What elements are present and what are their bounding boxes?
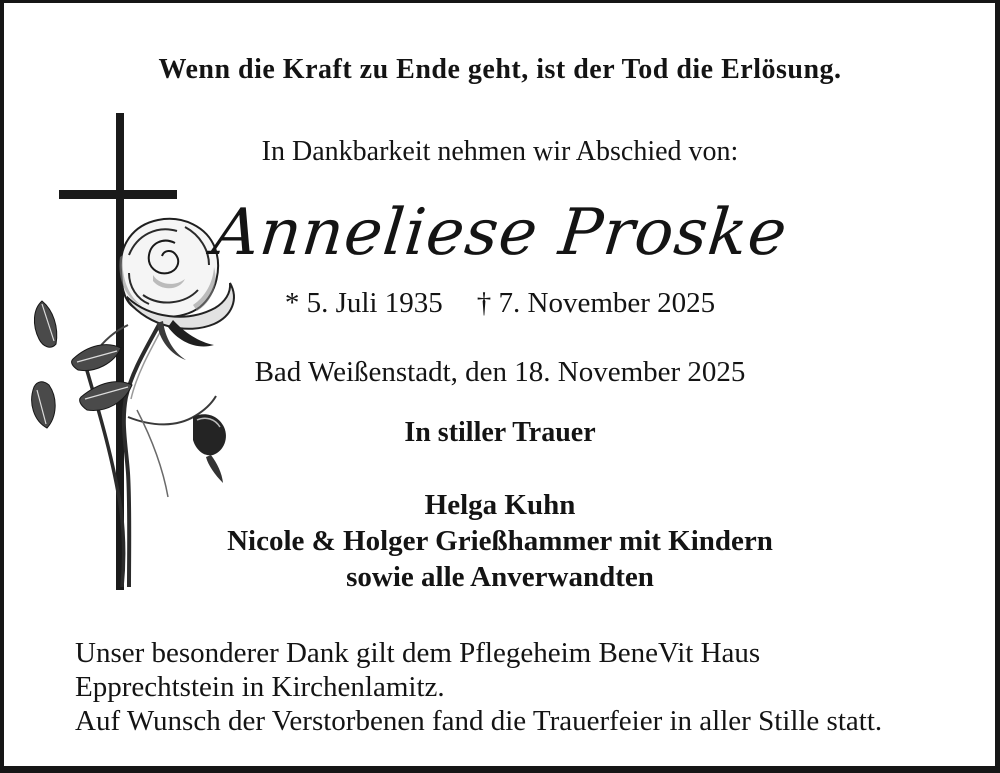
mourner-line: sowie alle Anverwandten <box>346 561 654 593</box>
place-and-date: Bad Weißenstadt, den 18. November 2025 <box>254 356 746 388</box>
epigraph-text: Wenn die Kraft zu Ende geht, ist der Tod die Erlösung. <box>158 54 842 85</box>
intro-text: In Dankbarkeit nehmen wir Abschied von: <box>261 136 739 167</box>
acknowledgement-line: Epprechtstein in Kirchenlamitz. <box>75 671 445 703</box>
mourners-list <box>0 487 1000 595</box>
acknowledgement-line: Auf Wunsch der Verstorbenen fand die Trauerfeier in aller Stille statt. <box>75 705 883 737</box>
mourner-line: Nicole & Holger Grießhammer mit Kindern <box>227 525 773 557</box>
deceased-name: Anneliese Proske <box>209 196 791 270</box>
birth-date: * 5. Juli 1935 <box>284 287 443 319</box>
death-date: † 7. November 2025 <box>476 287 716 319</box>
acknowledgement-line: Unser besonderer Dank gilt dem Pflegeheim BeneVit Haus <box>75 637 761 669</box>
acknowledgement-paragraph <box>75 636 960 738</box>
mourner-line: Helga Kuhn <box>424 489 576 521</box>
mourning-label: In stiller Trauer <box>404 417 596 448</box>
life-dates <box>0 287 1000 320</box>
